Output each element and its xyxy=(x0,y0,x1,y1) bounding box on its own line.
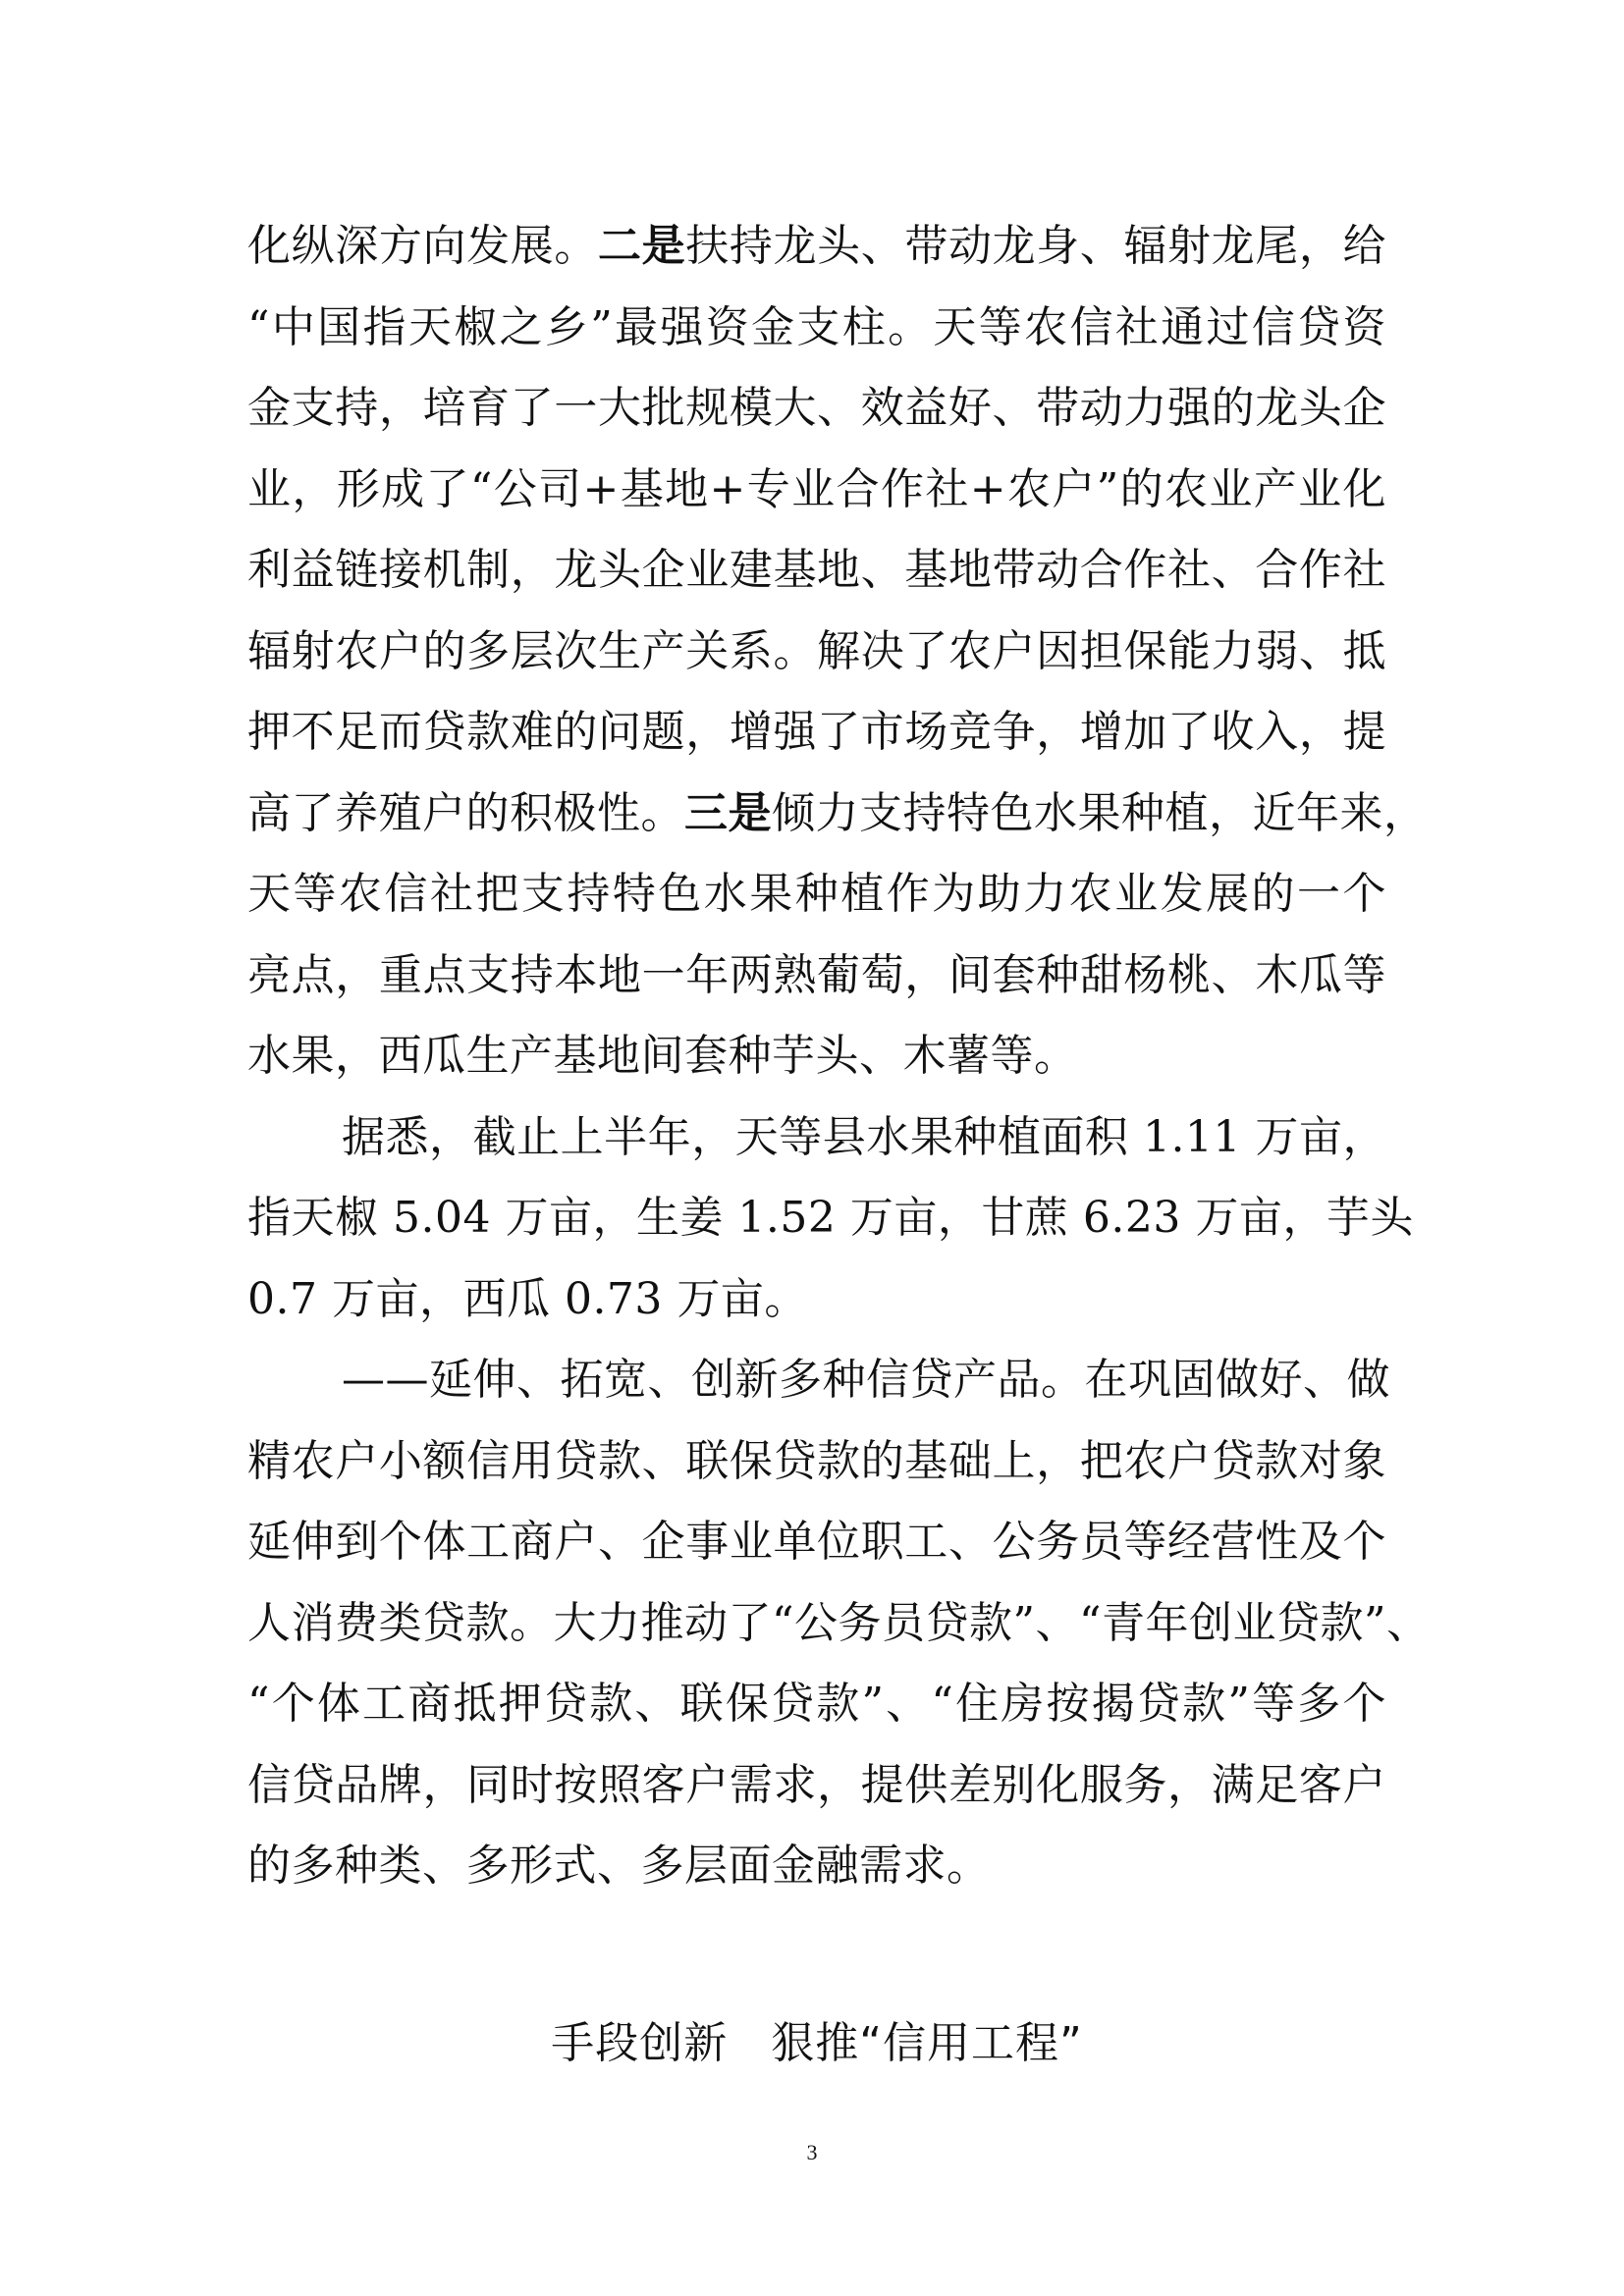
paragraph-line xyxy=(247,206,1386,288)
bold-marker: 三是 xyxy=(684,787,772,838)
section-heading xyxy=(247,2014,1386,2073)
paragraph-line: 延伸到个体工商户、企事业单位职工、公务员等经营性及个 xyxy=(247,1517,1386,1567)
paragraph-line: ——延伸、拓宽、创新多种信贷产品。在巩固做好、做 xyxy=(342,1355,1390,1405)
heading-part: 狠推“信用工程” xyxy=(771,2018,1083,2068)
bold-marker: 二是 xyxy=(597,221,686,271)
text-run: 倾力支持特色水果种植，近年来， xyxy=(772,787,1428,838)
paragraph-line: 指天椒 5.04 万亩，生姜 1.52 万亩，甘蔗 6.23 万亩，芋头 xyxy=(247,1193,1414,1243)
paragraph-line: “中国指天椒之乡”最强资金支柱。天等农信社通过信贷资 xyxy=(247,301,1386,352)
text-run: 扶持龙头、带动龙身、辐射龙尾，给 xyxy=(685,221,1387,271)
heading-part: 手段创新 xyxy=(551,2018,729,2068)
paragraph-line: 辐射农户的多层次生产关系。解决了农户因担保能力弱、抵 xyxy=(247,625,1386,676)
paragraph-line: 0.7 万亩，西瓜 0.73 万亩。 xyxy=(247,1273,808,1324)
paragraph-line: 亮点，重点支持本地一年两熟葡萄，间套种甜杨桃、木瓜等 xyxy=(247,949,1386,1000)
paragraph-line: 天等农信社把支持特色水果种植作为助力农业发展的一个 xyxy=(247,869,1386,919)
paragraph-line: 业，形成了“公司+基地+专业合作社+农户”的农业产业化 xyxy=(247,463,1386,514)
paragraph-line: 精农户小额信用贷款、联保贷款的基础上，把农户贷款对象 xyxy=(247,1435,1386,1486)
paragraph-line: “个体工商抵押贷款、联保贷款”、“住房按揭贷款”等多个 xyxy=(247,1679,1386,1729)
paragraph-line: 人消费类贷款。大力推动了“公务员贷款”、“青年创业贷款”、 xyxy=(247,1597,1431,1648)
paragraph-line xyxy=(247,774,1428,855)
paragraph-line: 信贷品牌，同时按照客户需求，提供差别化服务，满足客户 xyxy=(247,1759,1386,1810)
paragraph-line: 水果，西瓜生产基地间套种芋头、木薯等。 xyxy=(247,1031,1078,1081)
paragraph-line: 据悉，截止上半年，天等县水果种植面积 1.11 万亩， xyxy=(342,1111,1386,1162)
paragraph-line: 的多种类、多形式、多层面金融需求。 xyxy=(247,1841,991,1891)
page-number: 3 xyxy=(806,2140,818,2164)
body-text xyxy=(247,206,1431,1907)
paragraph-line: 押不足而贷款难的问题，增强了市场竞争，增加了收入，提 xyxy=(247,707,1386,757)
text-run: 化纵深方向发展。 xyxy=(247,221,598,271)
paragraph-line: 金支持，培育了一大批规模大、效益好、带动力强的龙头企 xyxy=(247,383,1386,433)
text-run: 高了养殖户的积极性。 xyxy=(247,787,684,838)
paragraph-line: 利益链接机制，龙头企业建基地、基地带动合作社、合作社 xyxy=(247,545,1386,595)
